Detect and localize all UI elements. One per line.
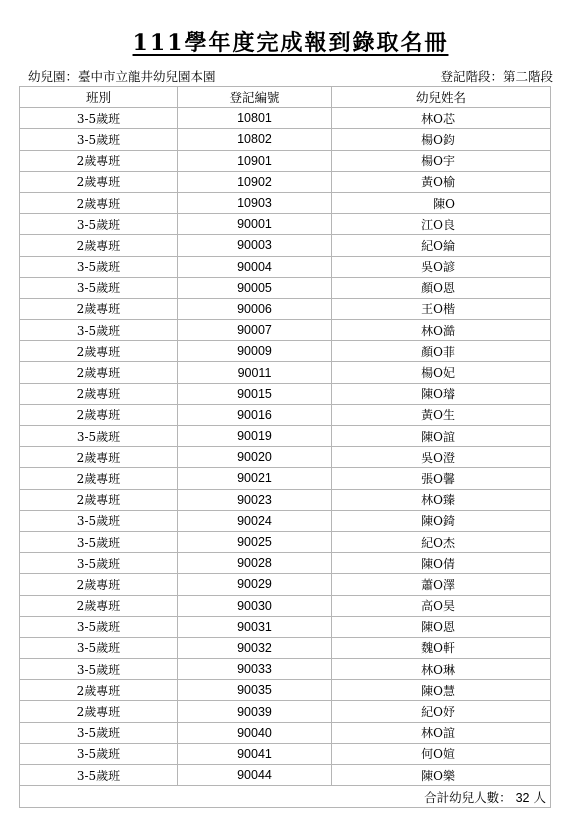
class-cell: 3-5歲班 xyxy=(20,320,178,341)
table-row xyxy=(20,616,551,637)
class-cell: 2歲專班 xyxy=(20,298,178,319)
table-row xyxy=(20,383,551,404)
child-name-cell: 紀O杰 xyxy=(332,531,551,552)
child-name-cell: 林O芯 xyxy=(332,108,551,129)
class-cell: 2歲專班 xyxy=(20,468,178,489)
child-name-cell: 何O媗 xyxy=(332,743,551,764)
class-cell: 3-5歲班 xyxy=(20,129,178,150)
table-row xyxy=(20,659,551,680)
table-row xyxy=(20,701,551,722)
class-cell: 3-5歲班 xyxy=(20,426,178,447)
table-row xyxy=(20,743,551,764)
class-cell: 3-5歲班 xyxy=(20,510,178,531)
table-row xyxy=(20,553,551,574)
class-cell: 3-5歲班 xyxy=(20,659,178,680)
registration-number-cell: 90031 xyxy=(178,616,332,637)
class-cell: 2歲專班 xyxy=(20,701,178,722)
child-name-cell: 林O澔 xyxy=(332,320,551,341)
child-name-cell: 陳O倩 xyxy=(332,553,551,574)
class-cell: 2歲專班 xyxy=(20,192,178,213)
table-row xyxy=(20,510,551,531)
child-name-cell: 黃O生 xyxy=(332,404,551,425)
class-cell: 2歲專班 xyxy=(20,595,178,616)
total-unit: 人 xyxy=(533,789,546,805)
table-row xyxy=(20,150,551,171)
class-cell: 2歲專班 xyxy=(20,362,178,383)
child-name-cell: 陳O樂 xyxy=(332,765,551,786)
class-cell: 2歲專班 xyxy=(20,404,178,425)
registration-number-cell: 10903 xyxy=(178,192,332,213)
registration-number-cell: 90003 xyxy=(178,235,332,256)
registration-number-cell: 90039 xyxy=(178,701,332,722)
enrollment-table xyxy=(19,86,551,808)
registration-number-cell: 90028 xyxy=(178,553,332,574)
table-row xyxy=(20,637,551,658)
child-name-cell: 顏O菲 xyxy=(332,341,551,362)
registration-number-cell: 10802 xyxy=(178,129,332,150)
table-row xyxy=(20,447,551,468)
child-name-cell: 高O昊 xyxy=(332,595,551,616)
column-header-registration-number: 登記編號 xyxy=(178,87,332,108)
child-name-cell: 楊O宇 xyxy=(332,150,551,171)
total-count: 32 xyxy=(515,790,530,805)
table-row xyxy=(20,298,551,319)
child-name-cell: 顏O恩 xyxy=(332,277,551,298)
registration-number-cell: 90005 xyxy=(178,277,332,298)
child-name-cell: 張O馨 xyxy=(332,468,551,489)
child-name-cell: 陳O璿 xyxy=(332,383,551,404)
table-row xyxy=(20,680,551,701)
registration-number-cell: 90025 xyxy=(178,531,332,552)
child-name-cell: 林O臻 xyxy=(332,489,551,510)
child-name-cell: 魏O軒 xyxy=(332,637,551,658)
table-row xyxy=(20,171,551,192)
table-header-row xyxy=(20,87,551,108)
registration-number-cell: 90024 xyxy=(178,510,332,531)
registration-number-cell: 10801 xyxy=(178,108,332,129)
class-cell: 3-5歲班 xyxy=(20,531,178,552)
table-row xyxy=(20,362,551,383)
registration-number-cell: 90009 xyxy=(178,341,332,362)
class-cell: 3-5歲班 xyxy=(20,765,178,786)
table-row xyxy=(20,108,551,129)
class-cell: 2歲專班 xyxy=(20,383,178,404)
table-row xyxy=(20,574,551,595)
kindergarten-name: 幼兒園：臺中市立龍井幼兒園本園 xyxy=(28,69,216,84)
column-header-class: 班別 xyxy=(20,87,178,108)
registration-number-cell: 90006 xyxy=(178,298,332,319)
class-cell: 2歲專班 xyxy=(20,489,178,510)
class-cell: 3-5歲班 xyxy=(20,722,178,743)
total-row xyxy=(20,786,551,808)
class-cell: 2歲專班 xyxy=(20,171,178,192)
registration-number-cell: 90030 xyxy=(178,595,332,616)
document-meta xyxy=(28,67,553,85)
child-name-cell: 紀O妤 xyxy=(332,701,551,722)
table-row xyxy=(20,256,551,277)
class-cell: 3-5歲班 xyxy=(20,214,178,235)
class-cell: 3-5歲班 xyxy=(20,743,178,764)
class-cell: 3-5歲班 xyxy=(20,256,178,277)
child-name-cell: 陳O錡 xyxy=(332,510,551,531)
class-cell: 2歲專班 xyxy=(20,150,178,171)
registration-number-cell: 90011 xyxy=(178,362,332,383)
table-row xyxy=(20,531,551,552)
registration-number-cell: 90035 xyxy=(178,680,332,701)
class-cell: 2歲專班 xyxy=(20,574,178,595)
child-name-cell: 蕭O澤 xyxy=(332,574,551,595)
registration-number-cell: 90016 xyxy=(178,404,332,425)
child-name-cell: 吳O諺 xyxy=(332,256,551,277)
document-title: 111學年度完成報到錄取名冊 xyxy=(132,30,449,56)
child-name-cell: 江O良 xyxy=(332,214,551,235)
class-cell: 3-5歲班 xyxy=(20,553,178,574)
child-name-cell: 吳O澄 xyxy=(332,447,551,468)
registration-number-cell: 90001 xyxy=(178,214,332,235)
table-row xyxy=(20,765,551,786)
registration-number-cell: 10901 xyxy=(178,150,332,171)
registration-number-cell: 90019 xyxy=(178,426,332,447)
total-label: 合計幼兒人數： xyxy=(424,789,512,805)
registration-number-cell: 90007 xyxy=(178,320,332,341)
total-cell xyxy=(20,786,551,808)
registration-number-cell: 90004 xyxy=(178,256,332,277)
table-row xyxy=(20,404,551,425)
child-name-cell: 林O誼 xyxy=(332,722,551,743)
registration-number-cell: 90021 xyxy=(178,468,332,489)
registration-number-cell: 90041 xyxy=(178,743,332,764)
class-cell: 2歲專班 xyxy=(20,680,178,701)
registration-stage: 登記階段：第二階段 xyxy=(440,69,553,84)
table-body xyxy=(20,108,551,786)
registration-number-cell: 90040 xyxy=(178,722,332,743)
table-row xyxy=(20,214,551,235)
registration-number-cell: 90023 xyxy=(178,489,332,510)
class-cell: 3-5歲班 xyxy=(20,637,178,658)
registration-number-cell: 90032 xyxy=(178,637,332,658)
child-name-cell: 陳O恩 xyxy=(332,616,551,637)
child-name-cell: 王O楷 xyxy=(332,298,551,319)
child-name-cell: 楊O鈞 xyxy=(332,129,551,150)
table-row xyxy=(20,595,551,616)
child-name-cell: 楊O妃 xyxy=(332,362,551,383)
child-name-cell: 黃O榆 xyxy=(332,171,551,192)
child-name-cell: 林O琳 xyxy=(332,659,551,680)
class-cell: 3-5歲班 xyxy=(20,108,178,129)
class-cell: 3-5歲班 xyxy=(20,277,178,298)
class-cell: 2歲專班 xyxy=(20,341,178,362)
table-row xyxy=(20,489,551,510)
table-row xyxy=(20,722,551,743)
column-header-child-name: 幼兒姓名 xyxy=(332,87,551,108)
registration-number-cell: 90029 xyxy=(178,574,332,595)
table-row xyxy=(20,129,551,150)
child-name-cell: 陳O慧 xyxy=(332,680,551,701)
table-row xyxy=(20,426,551,447)
table-row xyxy=(20,468,551,489)
table-row xyxy=(20,277,551,298)
table-row xyxy=(20,235,551,256)
class-cell: 2歲專班 xyxy=(20,235,178,256)
child-name-cell: 陳O xyxy=(332,192,551,213)
table-row xyxy=(20,192,551,213)
registration-number-cell: 90033 xyxy=(178,659,332,680)
class-cell: 3-5歲班 xyxy=(20,616,178,637)
child-name-cell: 陳O誼 xyxy=(332,426,551,447)
registration-number-cell: 90020 xyxy=(178,447,332,468)
class-cell: 2歲專班 xyxy=(20,447,178,468)
table-row xyxy=(20,341,551,362)
registration-number-cell: 10902 xyxy=(178,171,332,192)
registration-number-cell: 90015 xyxy=(178,383,332,404)
child-name-cell: 紀O綸 xyxy=(332,235,551,256)
table-row xyxy=(20,320,551,341)
registration-number-cell: 90044 xyxy=(178,765,332,786)
